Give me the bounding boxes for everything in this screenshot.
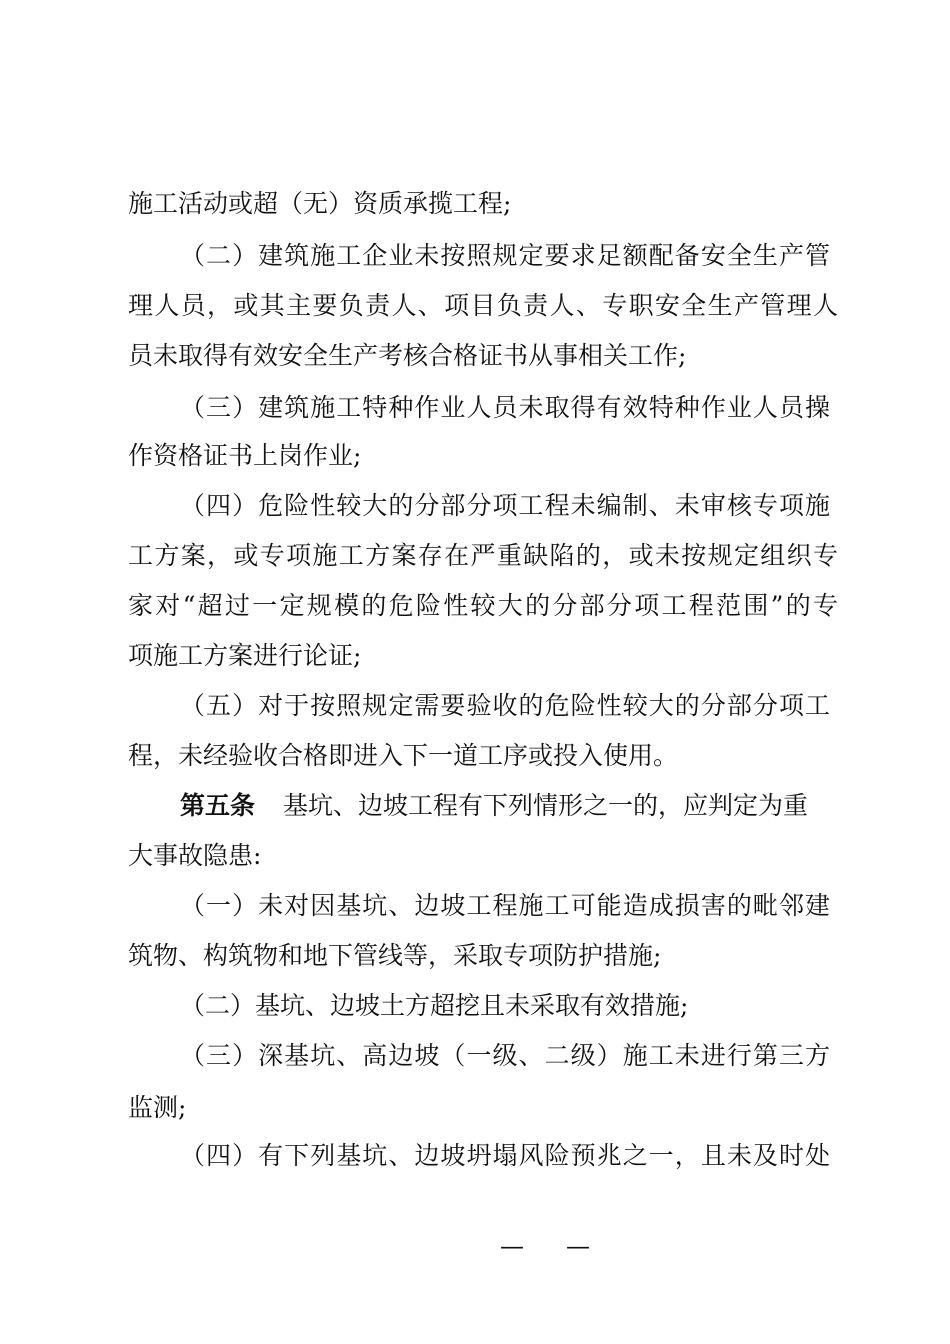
text-line: （三）深基坑、高边坡（一级、二级）施工未进行第三方 (180, 1041, 830, 1070)
text-line: （二）建筑施工企业未按照规定要求足额配备安全生产管 (180, 241, 830, 270)
text-line: 作资格证书上岗作业; (128, 441, 362, 470)
text-line: 工方案，或专项施工方案存在严重缺陷的，或未按规定组织专 (128, 541, 838, 570)
article-text: 基坑、边坡工程有下列情形之一的，应判定为重 (283, 791, 809, 820)
text-line: （四）危险性较大的分部分项工程未编制、未审核专项施 (180, 491, 830, 520)
text-line: （五）对于按照规定需要验收的危险性较大的分部分项工 (180, 691, 830, 720)
text-line: 筑物、构筑物和地下管线等，采取专项防护措施; (128, 941, 662, 970)
text-line: 大事故隐患: (128, 841, 262, 870)
footer-right-dash: — (566, 1232, 590, 1260)
text-line: 程，未经验收合格即进入下一道工序或投入使用。 (128, 741, 679, 770)
text-line: 监测; (128, 1093, 187, 1122)
article-label: 第五条 (180, 791, 256, 820)
text-line: （四）有下列基坑、边坡坍塌风险预兆之一，且未及时处 (180, 1141, 830, 1170)
text-line: 家对“超过一定规模的危险性较大的分部分项工程范围”的专 (128, 591, 838, 620)
text-line: （一）未对因基坑、边坡工程施工可能造成损害的毗邻建 (180, 891, 830, 920)
text-line: （三）建筑施工特种作业人员未取得有效特种作业人员操 (180, 393, 830, 422)
text-line: （二）基坑、边坡土方超挖且未采取有效措施; (180, 991, 689, 1020)
text-line: 施工活动或超（无）资质承揽工程; (128, 189, 512, 218)
footer-left-dash: — (500, 1232, 524, 1260)
article-line (180, 790, 840, 822)
text-line: 理人员，或其主要负责人、项目负责人、专职安全生产管理人 (128, 291, 838, 320)
text-line: 员未取得有效安全生产考核合格证书从事相关工作; (128, 341, 687, 370)
text-line: 项施工方案进行论证; (128, 641, 362, 670)
